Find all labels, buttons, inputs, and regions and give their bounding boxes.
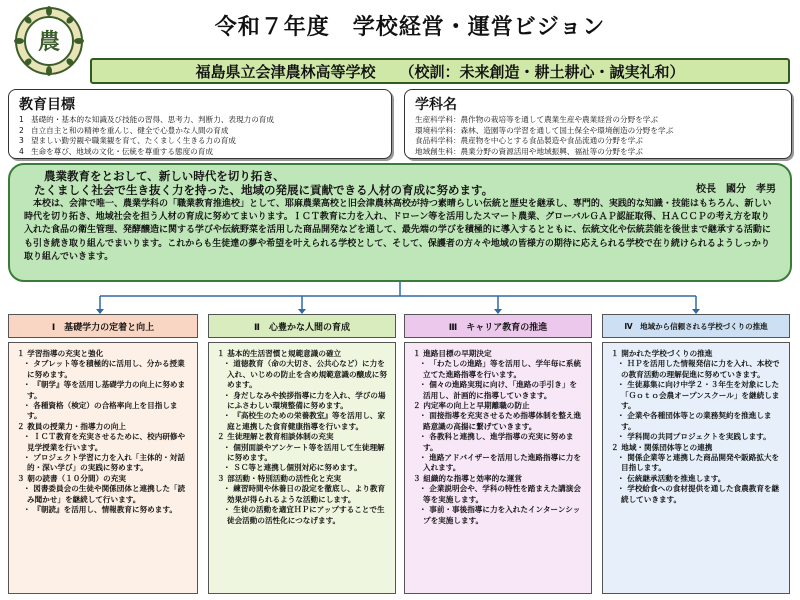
list-item: ・ 道徳教育（命の大切さ、公共心など）に力を入れ、いじめの防止を含め規範意識の醸成に努めます。 [223,359,387,390]
pillar-1-content [8,342,198,594]
list-item: ・ プロジェクト学習に力を入れ「主体的・対話的・深い学び」の実践に努めます。 [23,453,185,473]
department-item: 地域創生科：農業分野の資源活用や地域振興、福祉等の分野を学ぶ [415,146,643,156]
list-item: ・ 『朝読』を活用し、情報教育に努めます。 [23,505,177,515]
list-item: ・ 練習時間や休養日の設定を徹底し、より教育効果が得られるような活動にします。 [223,484,386,504]
list-item: ・ 『朝学』等を活用し基礎学力の向上に努めます。 [23,380,186,400]
list-item: ・ 進路アドバイザーを活用した進路指導に力を入れます。 [419,453,581,473]
list-item: ・ 生徒の活動を適宜ＨＰにアップすることで生徒会活動の活性化につなげます。 [223,505,385,525]
list-item: ・ タブレット等を積極的に活用し、分かる授業に努めます。 [23,359,185,379]
pillar-3-content [404,342,592,594]
pillar-4-heading: Ⅳ 地域から信頼される学校づくりの推進 [602,314,790,338]
department-item: 環境科学科：森林、造園等の学習を通して国土保全や環境創造の分野を学ぶ [415,125,674,135]
school-banner [90,58,790,84]
educational-goals-heading: 教育目標 [19,97,75,113]
school-name: 福島県立会津農林高等学校 [195,62,376,81]
vision-statement-box [8,163,792,282]
list-item: ・ ＩＣＴ教育を充実させるために、校内研修や見学授業を行います。 [23,432,186,452]
departments-heading: 学科名 [415,97,457,113]
pillar-2-heading: Ⅱ 心豊かな人間の育成 [208,314,396,338]
school-motto: （校訓：未来創造・耕土耕心・誠実礼和） [399,62,685,81]
page-title: 令和７年度 学校経営・運営ビジョン [214,15,606,40]
list-item: ・ 各教科と連携し、進学指導の充実に努めます。 [419,432,574,452]
list-item: ・ 「わたしの進路」等を活用し、学年毎に系統立てた進路指導を行います。 [419,359,582,379]
department-item: 食品科学科：農産物を中心とする食品製造や食品流通の分野を学ぶ [415,136,643,146]
connector-arrows [0,282,800,316]
list-item: ・ 図書委員会の生徒や関係団体と連携した「読み聞かせ」を継続して行います。 [23,484,186,504]
vision-slogan-text: たくましく社会で生き抜く力を持った、地域の発展に貢献できる人材の育成に努めます。 [34,183,494,197]
pillar-2-content [208,342,396,594]
section-heading: １ 学習指導の充実と強化 [17,349,104,358]
section-heading: ２ 生徒理解と教育相談体制の充実 [217,432,334,442]
section-heading: ３ 部活動・特別活動の活性化と充実 [217,473,342,483]
department-item: 生産科学科：農作物の栽培等を通して農業生産や農業経営の分野を学ぶ [415,115,658,124]
vision-slogan-line2 [24,183,776,197]
goal-item: 1 基礎的・基本的な知識及び技能の習得、思考力、判断力、表現力の育成 [19,115,274,124]
goal-item: 4 生命を尊び、地域の文化・伝統を尊重する態度の育成 [19,146,213,156]
list-item: ・ 事前・事後指導に力を入れたインターンシップを実施します。 [419,505,581,525]
list-item: ・ 面接指導を充実させるため指導体制を整え進路意識の高揚に繋げていきます。 [419,411,582,431]
list-item: ・ 『高校生のための栄養教室』等を活用し、家庭と連携した食育健康指導を行います。 [223,411,386,431]
vision-body-text: 本校は、会津で唯一、農業学科の「職業教育推進校」として、耶麻農業高校と旧会津農林高校が持つ素晴らしい伝統と歴史を継承し、専門的、実践的な知識・技能はもちろん、新しい時代を切り拓き、地域社会を担う人材の育成に努めてまいります。ＩＣＴ教育に力を入れ、ドローン等を活用したスマート農業、グローバルＧＡＰ認証取得、ＨＡＣＣＰの考え方を取り入れた食品の衛生管理、発酵醸造に関する学びや伝統野菜を活用した商品開発などを通して、最先端の学びを積極的に導入するとともに、伝統文化や伝統芸能を後世まで継承する活動にも引き続き取り組んでまいります。これからも生徒達の夢や希望を叶えられる学校として、そして、保護者の方々や地域の皆様方の期待に応えられる学校で在り続けられるようしっかり取り組んでいきます。 [24,199,772,262]
list-item: ・ 生徒募集に向け中学２・３年生を対象にした「Ｇｏｔｏ会農オープンスクール」を継続します。 [617,380,780,411]
list-item: ・ 伝統継承活動を推進します。 [617,473,726,483]
list-item: ・ ＨＰを活用した情報発信に力を入れ、本校での教育活動の理解促進に努めていきます。 [617,359,780,379]
section-heading: ３ 組織的な指導と効率的な運営 [413,473,522,483]
list-item: ・ 各種資格（検定）の合格率向上を目指します。 [23,401,178,421]
list-item: ・ 学校給食への食材提供を通した食農教育を継続していきます。 [617,484,780,504]
list-item: ・ 身だしなみや挨拶指導に力を入れ、学びの場にふさわしい環境整備に努めます。 [223,390,386,411]
list-item: ・ ＳＣ等と連携し個別対応に努めます。 [223,463,362,473]
section-heading: ２ 地域・関係団体等との連携 [611,442,713,452]
educational-goals-box [8,89,392,159]
school-emblem-logo [14,6,84,76]
goal-item: 3 望ましい勤労観や職業観を育て、たくましく生きる力の育成 [19,136,236,146]
departments-box [404,89,792,159]
list-item: ・ 関係企業等と連携した商品開発や販路拡大を目指します。 [617,453,780,473]
pillar-3-heading: Ⅲ キャリア教育の推進 [404,314,592,338]
list-item: ・ 個別面談やアンケート等を活用して生徒理解に努めます。 [223,442,385,463]
principal-name: 校長 國分 孝男 [696,184,776,195]
list-item: ・ 個々の進路実現に向け、「進路の手引き」を活用し、計画的に指導していきます。 [419,380,578,400]
emblem-glyph: 農 [37,30,61,55]
section-heading: １ 開かれた学校づくりの推進 [611,349,713,358]
section-heading: ２ 教員の授業力・指導力の向上 [17,421,126,431]
section-heading: １ 進路目標の早期決定 [413,349,492,358]
vision-slogan-line1: 農業教育をとおして、新しい時代を切り拓き、 [44,169,285,183]
section-heading: １ 基本的生活習慣と規範意識の確立 [217,349,342,358]
pillar-1-heading: Ⅰ 基礎学力の定着と向上 [8,314,198,338]
list-item: ・ 学科間の共同プロジェクトを実践します。 [617,432,771,442]
list-item: ・ 企業や各種団体等との業務契約を推進します。 [617,411,772,431]
section-heading: ３ 朝の読書（１０分間）の充実 [17,473,126,483]
goal-item: 2 自立自主と和の精神を重んじ、健全で心豊かな人間の育成 [19,125,229,135]
pillar-4-content [602,342,790,594]
section-heading: ２ 内定率の向上と早期離職の防止 [413,401,530,411]
list-item: ・ 企業説明会や、学科の特性を踏まえた講演会等を実施します。 [419,484,581,504]
